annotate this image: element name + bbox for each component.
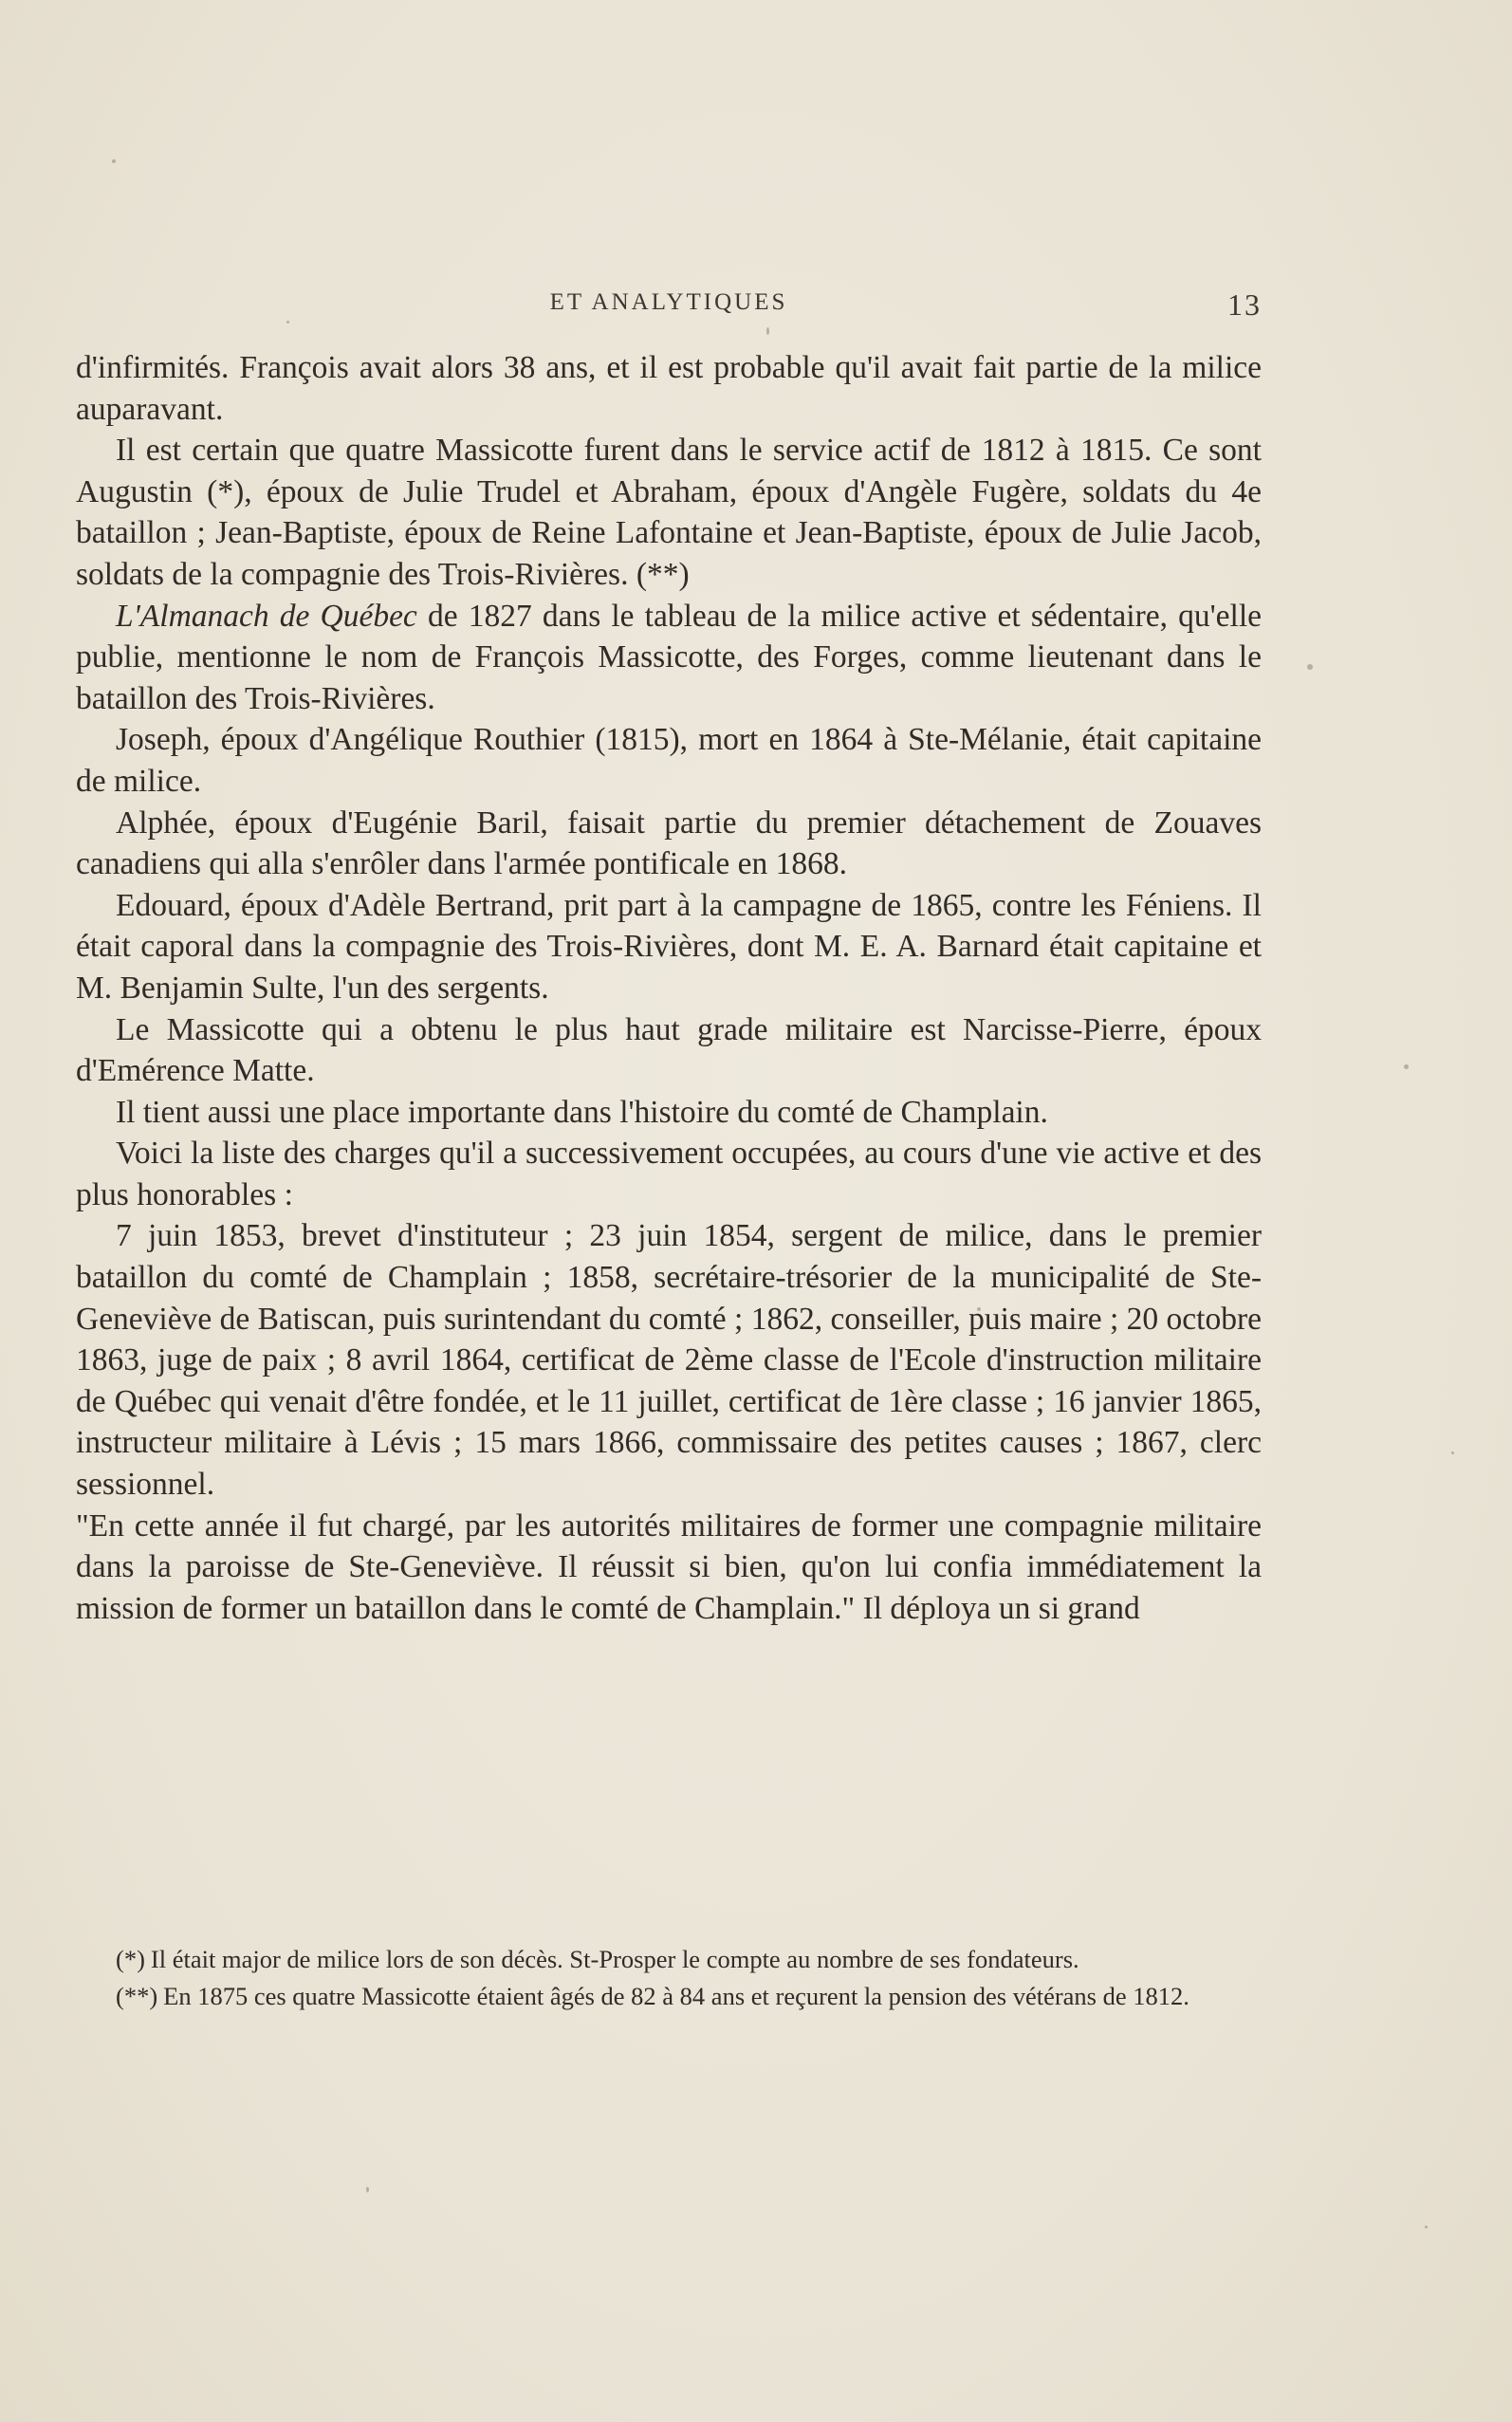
footnote — [76, 1945, 1262, 1974]
almanach-title: L'Almanach de Québec — [116, 598, 417, 634]
paper-speck — [112, 159, 116, 163]
paragraph: d'infirmités. François avait alors 38 ans, et il est probable qu'il avait fait partie de la milice auparavant. — [76, 350, 1262, 427]
body-text — [76, 347, 1262, 1629]
paper-speck — [1451, 1451, 1454, 1454]
paragraph: Voici la liste des charges qu'il a successivement occupées, au cours d'une vie active et des plus honorables : — [76, 1136, 1262, 1212]
footnote-marker: (**) — [116, 1981, 158, 2010]
footnote-text: En 1875 ces quatre Massicotte étaient âgés de 82 à 84 ans et reçurent la pension des vétérans de 1812. — [163, 1981, 1189, 2010]
paragraph: Alphée, époux d'Eugénie Baril, faisait partie du premier détachement de Zouaves canadiens qui alla s'enrôler dans l'armée pontificale en 1868. — [76, 804, 1262, 882]
page-number: 13 — [1227, 287, 1262, 322]
paragraph: Joseph, époux d'Angélique Routhier (1815), mort en 1864 à Ste-Mélanie, était capitaine de milice. — [76, 722, 1262, 799]
footnote-text: Il était major de milice lors de son décès. St-Prosper le compte au nombre de ses fondateurs. — [150, 1945, 1079, 1973]
paragraph: Le Massicotte qui a obtenu le plus haut grade militaire est Narcisse-Pierre, époux d'Emérence Matte. — [76, 1011, 1262, 1089]
paper-speck — [1404, 1064, 1409, 1069]
footnote-marker: (*) — [116, 1945, 145, 1973]
paragraph: 7 juin 1853, brevet d'instituteur ; 23 juin 1854, sergent de milice, dans le premier bataillon du comté de Champlain ; 1858, secrétaire-trésorier de la municipalité de Ste-Geneviève de Batiscan, puis surintendant du comté ; 1862, conseiller, puis maire ; 20 octobre 1863, juge de paix ; 8 avril 1864, certificat de 2ème classe de l'Ecole d'instruction militaire de Québec qui venait d'être fondée, et le 11 juillet, certificat de 1ère classe ; 16 janvier 1865, instructeur militaire à Lévis ; 15 mars 1866, commissaire des petites causes ; 1867, clerc sessionnel. — [76, 1218, 1262, 1503]
paper-speck — [366, 2187, 369, 2192]
paragraph: "En cette année il fut chargé, par les autorités militaires de former une compagnie militaire dans la paroisse de Ste-Geneviève. Il réussit si bien, qu'on lui confia immédiatement la mission de former un bataillon dans le comté de Champlain." Il déploya un si grand — [76, 1507, 1262, 1626]
paper-speck — [1307, 664, 1313, 670]
paper-speck — [766, 327, 769, 335]
footnotes — [76, 1945, 1262, 2018]
paragraph-text: de 1827 dans le tableau de la milice active et sédentaire, qu'elle publie, mentionne le nom de François Massicotte, des Forges, comme lieutenant dans le bataillon des Trois-Rivières. — [76, 598, 1263, 716]
paper-speck — [1425, 2226, 1428, 2228]
running-title: ET ANALYTIQUES — [549, 289, 788, 315]
running-head — [76, 289, 1262, 327]
paragraph: Il tient aussi une place importante dans l'histoire du comté de Champlain. — [116, 1094, 1048, 1130]
footnote — [76, 1982, 1262, 2011]
paragraph: Edouard, époux d'Adèle Bertrand, prit part à la campagne de 1865, contre les Féniens. Il était caporal dans la compagnie des Trois-Rivières, dont M. E. A. Barnard était capitaine et M. Benjamin Sulte, l'un des sergents. — [76, 887, 1262, 1006]
paragraph: Il est certain que quatre Massicotte furent dans le service actif de 1812 à 1815. Ce sont Augustin (*), époux de Julie Trudel et Abraham, époux d'Angèle Fugère, soldats du 4e bataillon ; Jean-Baptiste, époux de Reine Lafontaine et Jean-Baptiste, époux de Julie Jacob, soldats de la compagnie des Trois-Rivières. (**) — [76, 433, 1262, 592]
paragraph — [76, 596, 1262, 720]
